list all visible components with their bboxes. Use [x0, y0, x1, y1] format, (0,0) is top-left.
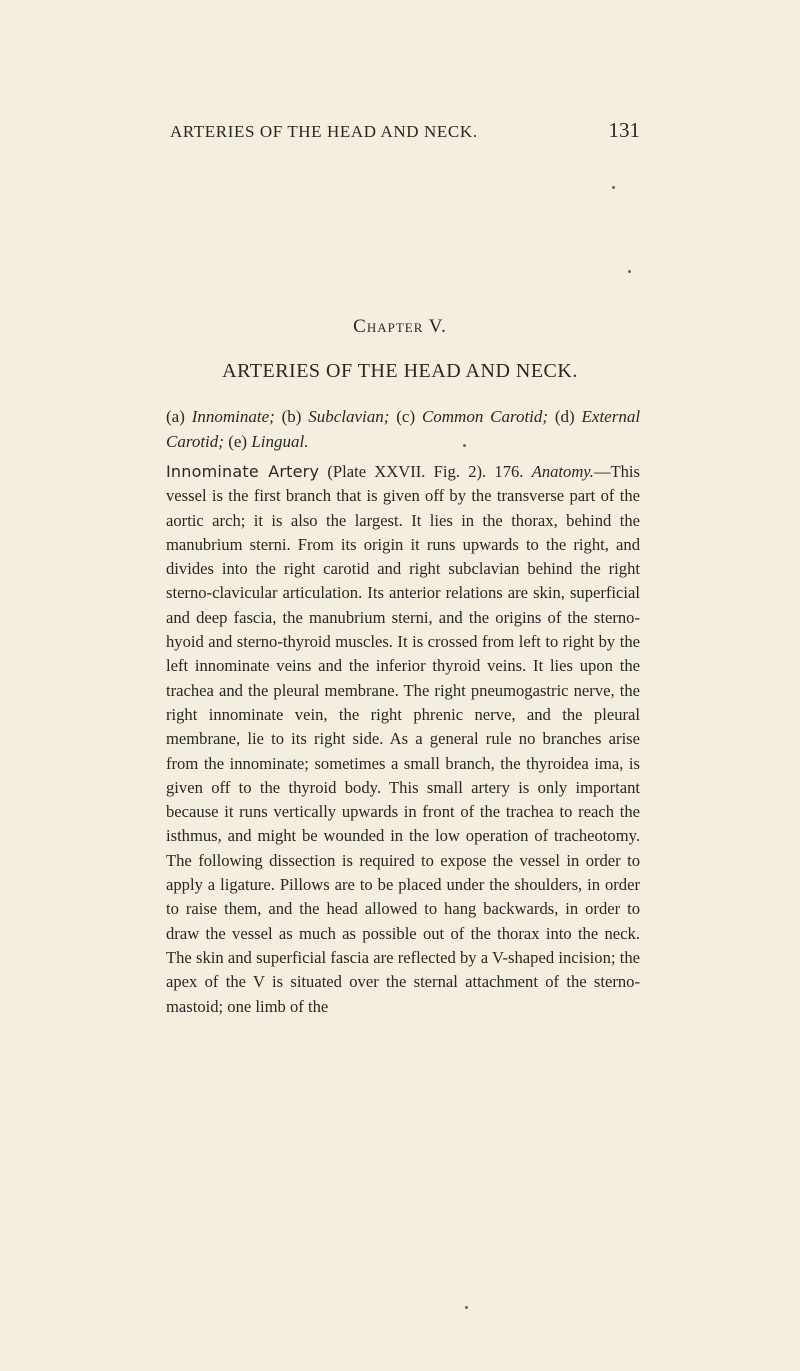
contents-key: (a) — [166, 407, 185, 426]
contents-key: (d) — [554, 407, 575, 426]
contents-key: (b) — [281, 407, 302, 426]
chapter-contents — [166, 404, 640, 454]
paper-speck — [628, 270, 631, 273]
body-paragraph — [166, 460, 640, 1019]
paragraph-number: 176. — [494, 462, 524, 481]
anatomy-label: Anatomy. — [531, 462, 594, 481]
em-dash: — — [593, 462, 611, 481]
contents-term: Subclavian; — [308, 407, 390, 426]
paper-speck — [465, 1306, 468, 1309]
section-heading: Innominate Artery — [166, 462, 320, 481]
contents-key: (e) — [228, 432, 248, 451]
running-head — [170, 118, 640, 143]
page-number: 131 — [608, 118, 640, 142]
contents-term: Common Carotid; — [421, 407, 549, 426]
body-text: This vessel is the first branch that is given off by the transverse part of the aortic arch; it is also the largest. It lies in the thorax, behind the manubrium sterni. From its origin it runs upwards to the right, and divides into the right carotid and right subclavian behind the right sterno-clavicular articulation. Its anterior relations are skin, superficial and deep fascia, the manubrium sterni, and the origins of the sterno-hyoid and sterno-thyroid muscles. It is crossed from left to right by the left innominate veins and the inferior thyroid veins. It lies upon the trachea and the pleural membrane. The right pneumogastric nerve, the right innominate vein, the right phrenic nerve, and the pleural membrane, lie to its right side. As a general rule no branches arise from the innominate; sometimes a small branch, the thyroidea ima, is given off to the thyroid body. This small artery is only important because it runs vertically upwards in front of the trachea to reach the isthmus, and might be wounded in the low operation of tracheotomy. The following dissection is required to expose the vessel in order to apply a ligature. Pillows are to be placed under the shoulders, in order to raise them, and the head allowed to hang backwards, in order to draw the vessel as much as possible out of the thorax into the neck. The skin and superficial fascia are reflected by a V-shaped incision; the apex of the V is situated over the sternal attachment of the sterno-mastoid; one limb of the — [166, 462, 641, 1016]
contents-key: (c) — [396, 407, 416, 426]
paper-speck — [612, 186, 615, 189]
running-title: ARTERIES OF THE HEAD AND NECK. — [170, 122, 478, 141]
contents-term: Innominate; — [191, 407, 275, 426]
contents-term: External Carotid; — [166, 407, 641, 451]
plate-reference: (Plate XXVII. Fig. 2). — [327, 462, 487, 481]
chapter-title: ARTERIES OF THE HEAD AND NECK. — [222, 360, 578, 382]
paper-speck — [463, 444, 466, 447]
chapter-label: Chapter V. — [353, 316, 447, 337]
contents-term: Lingual. — [251, 432, 309, 451]
